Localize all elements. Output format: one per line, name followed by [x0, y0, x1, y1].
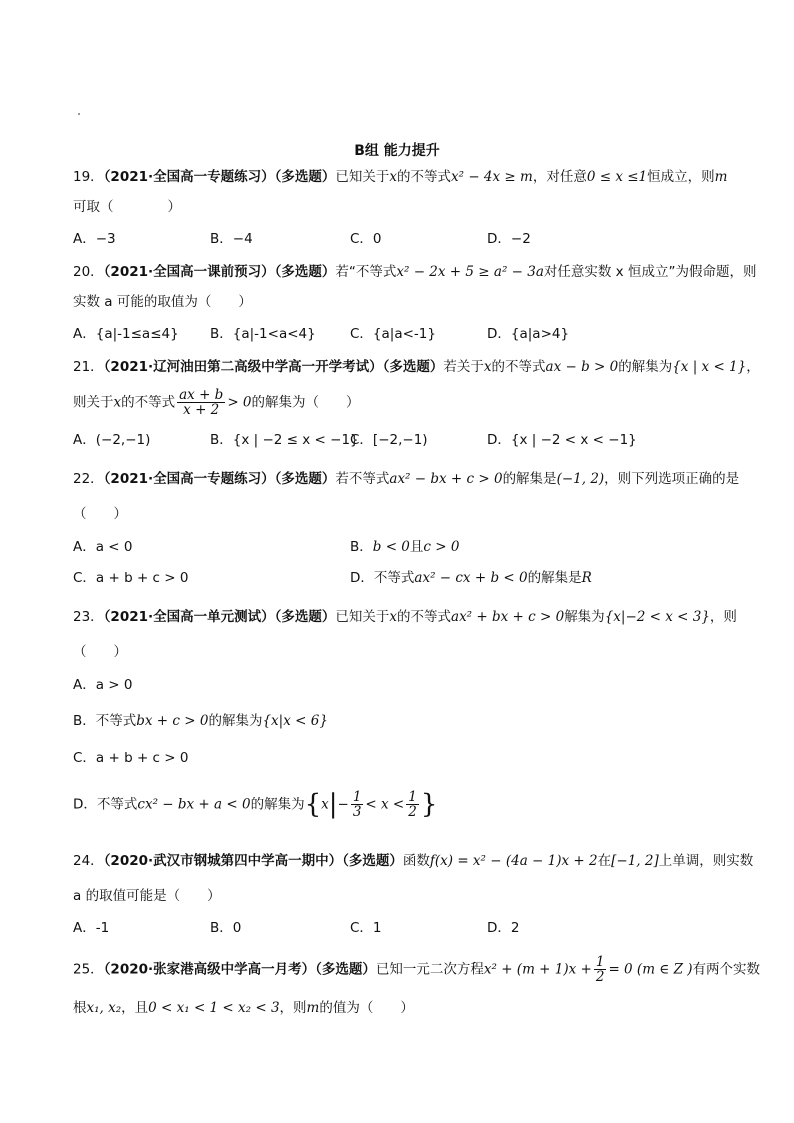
q20-option-c: C．{a|a<-1} — [350, 326, 436, 342]
q20-option-b: B．{a|-1<a<4} — [210, 326, 316, 342]
q20-option-d: D．{a|a>4} — [487, 326, 570, 342]
q23-option-b — [73, 711, 328, 731]
q24-option-d: D．2 — [487, 920, 520, 936]
text: 的解集为 — [618, 359, 673, 375]
text: 的不等式 — [397, 609, 452, 625]
text: 恒成立，则 — [647, 169, 715, 185]
question-23-line2: （ ） — [73, 644, 127, 660]
q19-option-b: B．−4 — [210, 231, 253, 247]
q22-option-b — [350, 537, 459, 557]
question-source: （2021·全国高一专题练习）（多选题） — [103, 471, 336, 487]
section-title: B组 能力提升 — [354, 143, 440, 159]
q21-option-a: A．(−2,−1) — [73, 432, 151, 448]
text: 解集为 — [564, 609, 605, 625]
question-25-stem — [73, 954, 761, 985]
question-source: （2021·全国高一课前预习）（多选题） — [103, 264, 336, 280]
math: x² + (m + 1)x + — [483, 961, 592, 978]
text: 已知一元二次方程 — [375, 961, 484, 978]
q20-option-a: A．{a|-1≤a≤4} — [73, 326, 179, 342]
math: x — [389, 609, 398, 625]
math: [−1, 2] — [611, 853, 659, 869]
text: 若不等式 — [335, 471, 390, 487]
question-21-stem — [73, 357, 760, 377]
text: 的解集为 — [208, 713, 263, 729]
q19-option-a: A．−3 — [73, 231, 116, 247]
q23-option-a: A．a > 0 — [73, 677, 133, 693]
text: ，则下列选项正确的是 — [604, 471, 740, 487]
text: ，且 — [121, 1000, 149, 1016]
q24-option-b: B．0 — [210, 920, 242, 936]
denominator: 2 — [408, 804, 417, 820]
text: 的解集是 — [527, 570, 582, 586]
math: b < 0 — [372, 539, 410, 555]
right-brace: } — [420, 789, 438, 820]
math: 0 ≤ x ≤1 — [586, 169, 648, 185]
text: 已知关于 — [335, 609, 390, 625]
text: 上单调，则实数 — [658, 853, 754, 869]
text: 在 — [597, 853, 612, 869]
question-number: 20． — [73, 264, 104, 280]
question-number: 23． — [73, 609, 104, 625]
question-22-stem — [73, 469, 740, 489]
text: ，则 — [279, 1000, 307, 1016]
q19-option-c: C．0 — [350, 231, 382, 247]
q23-option-c: C．a + b + c > 0 — [73, 750, 189, 766]
question-number: 24． — [73, 853, 104, 869]
q22-option-d — [350, 568, 592, 588]
math: {x | x < 1} — [672, 359, 747, 375]
text: 的解集为 — [250, 796, 305, 813]
question-number: 19． — [73, 169, 104, 185]
math: 0 < x₁ < 1 < x₂ < 3 — [148, 1000, 280, 1016]
text: 已知关于 — [335, 169, 390, 185]
question-23-stem — [73, 607, 737, 627]
question-source: （2020·张家港高级中学高一月考）（多选题） — [103, 961, 376, 978]
numerator: 1 — [408, 789, 417, 805]
text: B． — [350, 539, 373, 555]
question-source: （2021·辽河油田第二高级中学高一开学考试）（多选题） — [103, 359, 444, 375]
math: − — [337, 796, 349, 813]
question-24-stem — [73, 851, 754, 871]
math: > 0 — [227, 394, 252, 411]
math: < x < — [365, 796, 405, 813]
math: R — [581, 570, 592, 586]
question-22-line2: （ ） — [73, 506, 127, 522]
question-number: 22． — [73, 471, 104, 487]
question-number: 25． — [73, 961, 104, 978]
q21-option-c: C．[−2,−1) — [350, 432, 428, 448]
math: ax − b > 0 — [545, 359, 619, 375]
fraction — [177, 388, 225, 417]
math: bx + c > 0 — [136, 713, 209, 729]
fraction — [406, 790, 419, 819]
math: x — [483, 359, 492, 375]
text: 且 — [409, 539, 424, 555]
text: 若关于 — [443, 359, 484, 375]
q22-option-a: A．a < 0 — [73, 539, 133, 555]
text: 的不等式 — [121, 394, 176, 411]
scan-mark — [78, 113, 80, 115]
denominator: x + 2 — [183, 402, 220, 418]
question-source: （2020·武汉市钢城第四中学高一期中）（多选题） — [103, 853, 403, 869]
text: 函数 — [402, 853, 430, 869]
numerator: 1 — [595, 954, 605, 970]
q22-option-c: C．a + b + c > 0 — [73, 570, 189, 586]
math: (−1, 2) — [556, 471, 605, 487]
text: 有两个实数 — [692, 961, 761, 978]
math: ax² + bx + c > 0 — [451, 609, 565, 625]
text: ，则 — [709, 609, 737, 625]
question-number: 21． — [73, 359, 104, 375]
math: m — [306, 1000, 320, 1016]
denominator: 3 — [352, 804, 362, 820]
math: c > 0 — [423, 539, 460, 555]
text: D．不等式 — [73, 796, 138, 813]
text: 若“不等式 — [335, 264, 397, 280]
math: = 0 (m ∈ Z ) — [608, 961, 693, 978]
text: 的值为（ ） — [319, 1000, 414, 1016]
q24-option-a: A．-1 — [73, 920, 110, 936]
numerator: ax + b — [179, 387, 224, 403]
math: ax² − cx + b < 0 — [414, 570, 528, 586]
question-19-line2: 可取（ ） — [73, 199, 181, 215]
text: ，对任意 — [532, 169, 587, 185]
text: 根 — [73, 1000, 87, 1016]
fraction — [594, 955, 607, 984]
question-19-stem — [73, 167, 728, 187]
math: x² − 2x + 5 ≥ a² − 3a — [396, 264, 544, 280]
text: 对任意实数 x 恒成立”为假命题，则 — [543, 264, 757, 280]
text: ， — [746, 359, 760, 375]
math: x — [113, 394, 122, 411]
math: x — [321, 796, 329, 813]
q23-option-d — [73, 790, 437, 819]
q19-option-d: D．−2 — [487, 231, 531, 247]
q21-option-b: B．{x | −2 ≤ x < −1} — [210, 432, 359, 448]
math: f(x) = x² − (4a − 1)x + 2 — [429, 853, 598, 869]
text: 的解集为（ ） — [251, 394, 360, 411]
math: ax² − bx + c > 0 — [389, 471, 503, 487]
fraction — [351, 790, 364, 819]
math: x₁, x₂ — [86, 1000, 122, 1016]
math: x² − 4x ≥ m — [451, 169, 533, 185]
math: x — [389, 169, 398, 185]
question-20-stem — [73, 262, 757, 282]
text: 的解集是 — [502, 471, 557, 487]
question-21-line2 — [73, 388, 721, 417]
numerator: 1 — [352, 789, 362, 805]
math: {x|−2 < x < 3} — [604, 609, 710, 625]
text: D．不等式 — [350, 570, 415, 586]
question-source: （2021·全国高一专题练习）（多选题） — [103, 169, 336, 185]
question-20-line2: 实数 a 可能的取值为（ ） — [73, 294, 252, 310]
text: 的不等式 — [397, 169, 452, 185]
text: 则关于 — [73, 394, 114, 411]
text: 的不等式 — [491, 359, 546, 375]
math: m — [714, 169, 728, 185]
text: B．不等式 — [73, 713, 137, 729]
question-source: （2021·全国高一单元测试）（多选题） — [103, 609, 336, 625]
question-25-line2 — [73, 998, 721, 1018]
denominator: 2 — [595, 969, 605, 985]
q24-option-c: C．1 — [350, 920, 382, 936]
math: {x|x < 6} — [262, 713, 328, 729]
left-brace: { — [304, 789, 322, 820]
math: cx² − bx + a < 0 — [137, 796, 251, 813]
q21-option-d: D．{x | −2 < x < −1} — [487, 432, 637, 448]
question-24-line2: a 的取值可能是（ ） — [73, 888, 221, 904]
divider-bar: | — [328, 789, 338, 820]
